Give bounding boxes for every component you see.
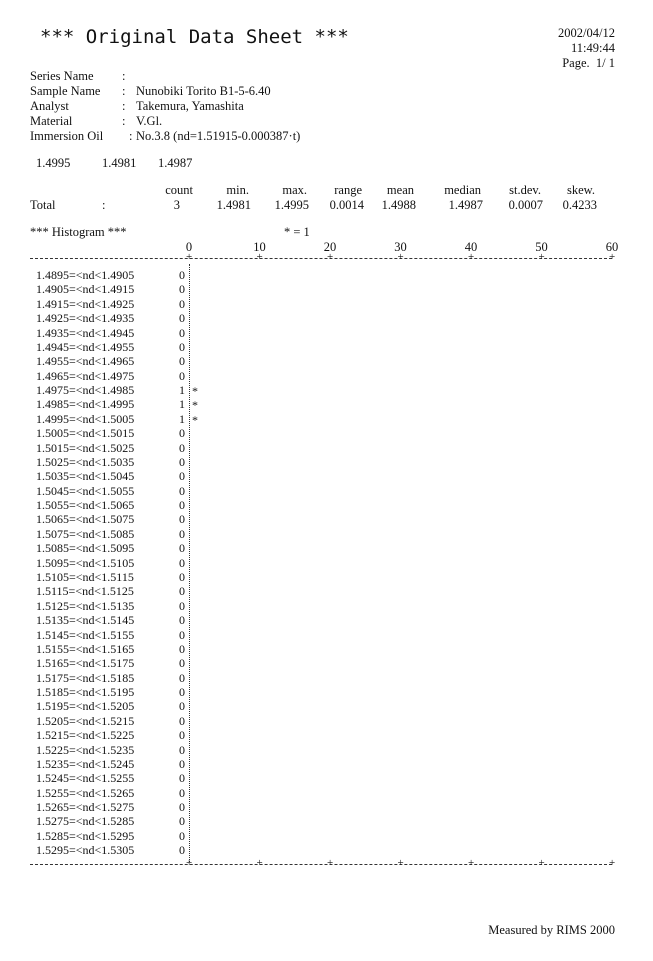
histogram-bin-count: 0 bbox=[179, 498, 185, 513]
stats-value: 3 bbox=[173, 198, 180, 212]
axis-tick-mark: + bbox=[538, 251, 545, 263]
histogram-bin-label: 1.5025=<nd<1.5035 bbox=[36, 454, 135, 469]
stats-header: st.dev. bbox=[509, 183, 541, 197]
histogram-bin-count: 0 bbox=[179, 483, 185, 498]
histogram-bin-count: 0 bbox=[179, 771, 185, 786]
axis-tick-mark: + bbox=[256, 856, 263, 869]
histogram-bin-count: 0 bbox=[179, 598, 185, 613]
histogram-bin-label: 1.5045=<nd<1.5055 bbox=[36, 483, 135, 498]
axis-tick-label: 50 bbox=[535, 240, 548, 254]
stats-value: 0.4233 bbox=[562, 198, 597, 212]
histogram-zero-line bbox=[189, 264, 190, 862]
stats-value: 0.0007 bbox=[508, 198, 543, 212]
histogram-bin-count: 0 bbox=[179, 584, 185, 599]
stats-header: max. bbox=[282, 183, 307, 197]
axis-tick-label: 20 bbox=[323, 240, 337, 254]
histogram-bin-count: 0 bbox=[179, 814, 185, 829]
stats-header: median bbox=[444, 183, 481, 197]
histogram-bin-count: 0 bbox=[179, 713, 185, 728]
histogram-bin-count: 0 bbox=[179, 613, 185, 628]
stats-value: 0.0014 bbox=[329, 198, 364, 212]
histogram-bin-count: 0 bbox=[179, 742, 185, 757]
page-title: *** Original Data Sheet *** bbox=[40, 26, 349, 48]
histogram-bin-label: 1.5185=<nd<1.5195 bbox=[36, 685, 135, 700]
histogram-bin-label: 1.5265=<nd<1.5275 bbox=[36, 800, 135, 815]
histogram-bin-label: 1.5235=<nd<1.5245 bbox=[36, 756, 135, 771]
histogram-bin-count: 0 bbox=[179, 627, 185, 642]
histogram-bin-count: 1 bbox=[179, 383, 185, 398]
histogram-bin-count: 0 bbox=[179, 656, 185, 671]
stats-header: count bbox=[165, 183, 193, 197]
histogram-bin-count: 0 bbox=[179, 311, 185, 326]
histogram-bin-count: 1 bbox=[179, 397, 185, 412]
info-label: Material bbox=[30, 114, 73, 128]
info-label: Analyst bbox=[30, 99, 69, 113]
histogram-bin-count: 0 bbox=[179, 828, 185, 843]
axis-tick-mark: + bbox=[327, 251, 334, 263]
info-separator: : bbox=[122, 99, 126, 113]
axis-tick-label: 0 bbox=[185, 240, 193, 254]
stats-separator: : bbox=[102, 198, 106, 212]
stats-value: 1.4987 bbox=[448, 198, 483, 212]
axis-tick-label: 30 bbox=[394, 240, 407, 254]
histogram-bin-label: 1.5295=<nd<1.5305 bbox=[36, 843, 135, 858]
histogram-bin-label: 1.4985=<nd<1.4995 bbox=[36, 397, 135, 412]
histogram-bin-count: 0 bbox=[179, 339, 185, 354]
histogram-bin-count: 0 bbox=[179, 785, 185, 800]
histogram-bin-count: 0 bbox=[179, 670, 185, 685]
measurement-3: 1.4987 bbox=[158, 156, 193, 170]
histogram-bin-label: 1.4975=<nd<1.4985 bbox=[36, 383, 135, 398]
histogram-bin-label: 1.5175=<nd<1.5185 bbox=[36, 670, 135, 685]
histogram-bin-label: 1.4925=<nd<1.4935 bbox=[36, 311, 135, 326]
histogram-bottom-axis bbox=[30, 864, 612, 865]
histogram-bin-label: 1.4905=<nd<1.4915 bbox=[36, 282, 135, 297]
histogram-scale-note: * = 1 bbox=[284, 225, 310, 239]
info-separator: : bbox=[122, 84, 126, 98]
axis-tick-mark: + bbox=[468, 856, 475, 869]
histogram-bin-label: 1.5055=<nd<1.5065 bbox=[36, 498, 135, 513]
histogram-bin-count: 0 bbox=[179, 541, 185, 556]
info-separator: : bbox=[122, 114, 126, 128]
info-value: Takemura, Yamashita bbox=[136, 99, 244, 113]
histogram-bin-label: 1.5205=<nd<1.5215 bbox=[36, 713, 135, 728]
histogram-bin-label: 1.5065=<nd<1.5075 bbox=[36, 512, 135, 527]
histogram-bin-label: 1.5195=<nd<1.5205 bbox=[36, 699, 135, 714]
histogram-bin-count: 0 bbox=[179, 296, 185, 311]
axis-tick-mark: + bbox=[186, 251, 193, 263]
axis-tick-mark: + bbox=[609, 251, 616, 263]
histogram-bin-label: 1.5255=<nd<1.5265 bbox=[36, 785, 135, 800]
histogram-bin-label: 1.5075=<nd<1.5085 bbox=[36, 526, 135, 541]
report-date: 2002/04/12 bbox=[558, 26, 615, 40]
measurement-1: 1.4995 bbox=[36, 156, 71, 170]
histogram-bin-count: 0 bbox=[179, 454, 185, 469]
histogram-bin-label: 1.5225=<nd<1.5235 bbox=[36, 742, 135, 757]
histogram-bin-count: 0 bbox=[179, 268, 185, 282]
axis-tick-label: 60 bbox=[605, 240, 619, 254]
histogram-bin-count: 0 bbox=[179, 555, 185, 570]
histogram-bin-count: 0 bbox=[179, 368, 185, 383]
info-label: Immersion Oil bbox=[30, 129, 104, 143]
histogram-bin-label: 1.5285=<nd<1.5295 bbox=[36, 828, 135, 843]
histogram-bin-count: 0 bbox=[179, 469, 185, 484]
histogram-bin-count: 0 bbox=[179, 728, 185, 743]
histogram-bar: * bbox=[192, 398, 198, 413]
axis-tick-mark: + bbox=[538, 856, 545, 869]
axis-tick-label: 10 bbox=[253, 240, 266, 254]
stats-value: 1.4995 bbox=[274, 198, 309, 212]
histogram-bin-label: 1.5155=<nd<1.5165 bbox=[36, 641, 135, 656]
histogram-bin-count: 0 bbox=[179, 685, 185, 700]
stats-header: range bbox=[334, 183, 362, 197]
info-separator: : bbox=[129, 129, 133, 143]
histogram-bin-label: 1.5145=<nd<1.5155 bbox=[36, 627, 135, 642]
histogram-bin-label: 1.4935=<nd<1.4945 bbox=[36, 325, 135, 340]
axis-tick-mark: + bbox=[468, 251, 475, 263]
histogram-bin-count: 0 bbox=[179, 699, 185, 714]
histogram-bin-count: 0 bbox=[179, 282, 185, 297]
histogram-bin-label: 1.4995=<nd<1.5005 bbox=[36, 411, 135, 426]
measurement-2: 1.4981 bbox=[102, 156, 137, 170]
histogram-bin-label: 1.5035=<nd<1.5045 bbox=[36, 469, 135, 484]
histogram-bin-count: 0 bbox=[179, 569, 185, 584]
histogram-bin-label: 1.5015=<nd<1.5025 bbox=[36, 440, 135, 455]
info-value: No.3.8 (nd=1.51915-0.000387·t) bbox=[136, 129, 301, 143]
histogram-bar: * bbox=[192, 384, 198, 399]
report-time: 11:49:44 bbox=[571, 41, 615, 55]
stats-header: min. bbox=[226, 183, 249, 197]
histogram-top-axis bbox=[30, 258, 612, 259]
histogram-bar: * bbox=[192, 412, 198, 427]
histogram-bin-label: 1.5215=<nd<1.5225 bbox=[36, 728, 135, 743]
histogram-bin-label: 1.5105=<nd<1.5115 bbox=[36, 569, 134, 584]
info-value: V.Gl. bbox=[136, 114, 163, 128]
footer-credit: Measured by RIMS 2000 bbox=[488, 923, 615, 937]
histogram-bin-count: 0 bbox=[179, 440, 185, 455]
histogram-bin-count: 0 bbox=[179, 354, 185, 369]
histogram-bin-label: 1.5245=<nd<1.5255 bbox=[36, 771, 135, 786]
histogram-bin-label: 1.4915=<nd<1.4925 bbox=[36, 296, 135, 311]
histogram-bin-label: 1.5115=<nd<1.5125 bbox=[36, 584, 134, 599]
info-value: Nunobiki Torito B1-5-6.40 bbox=[136, 84, 271, 98]
histogram-bin-label: 1.5165=<nd<1.5175 bbox=[36, 656, 135, 671]
info-label: Series Name bbox=[30, 69, 94, 83]
histogram-bin-label: 1.5005=<nd<1.5015 bbox=[36, 426, 135, 441]
histogram-bin-count: 0 bbox=[179, 526, 185, 541]
histogram-bin-count: 0 bbox=[179, 756, 185, 771]
histogram-bin-label: 1.5125=<nd<1.5135 bbox=[36, 598, 135, 613]
histogram-bin-count: 0 bbox=[179, 325, 185, 340]
histogram-bin-label: 1.4965=<nd<1.4975 bbox=[36, 368, 135, 383]
stats-header: mean bbox=[386, 183, 414, 197]
axis-tick-mark: + bbox=[327, 856, 334, 869]
axis-tick-mark: + bbox=[609, 856, 616, 869]
info-separator: : bbox=[122, 69, 126, 83]
histogram-bin-label: 1.5085=<nd<1.5095 bbox=[36, 541, 135, 556]
axis-tick-mark: + bbox=[397, 856, 404, 869]
histogram-bin-label: 1.5275=<nd<1.5285 bbox=[36, 814, 135, 829]
stats-row-label: Total bbox=[30, 198, 56, 212]
info-label: Sample Name bbox=[30, 84, 101, 98]
axis-tick-mark: + bbox=[397, 251, 404, 263]
histogram-bin-count: 0 bbox=[179, 426, 185, 441]
histogram-bin-count: 0 bbox=[179, 641, 185, 656]
histogram-bin-count: 0 bbox=[179, 843, 185, 858]
histogram-bin-label: 1.4955=<nd<1.4965 bbox=[36, 354, 135, 369]
histogram-bin-label: 1.5095=<nd<1.5105 bbox=[36, 555, 135, 570]
stats-value: 1.4988 bbox=[381, 198, 416, 212]
histogram-title: *** Histogram *** bbox=[30, 225, 127, 239]
axis-tick-label: 40 bbox=[464, 240, 478, 254]
stats-value: 1.4981 bbox=[216, 198, 251, 212]
histogram-bin-label: 1.4895=<nd<1.4905 bbox=[36, 268, 135, 282]
histogram-bin-count: 1 bbox=[179, 411, 185, 426]
page-number: Page. 1/ 1 bbox=[562, 56, 615, 70]
axis-tick-mark: + bbox=[256, 251, 263, 263]
stats-header: skew. bbox=[566, 183, 595, 197]
histogram-bin-count: 0 bbox=[179, 800, 185, 815]
histogram-bin-label: 1.5135=<nd<1.5145 bbox=[36, 613, 135, 628]
histogram-bin-count: 0 bbox=[179, 512, 185, 527]
axis-tick-mark: + bbox=[186, 856, 193, 869]
histogram-bin-label: 1.4945=<nd<1.4955 bbox=[36, 339, 135, 354]
